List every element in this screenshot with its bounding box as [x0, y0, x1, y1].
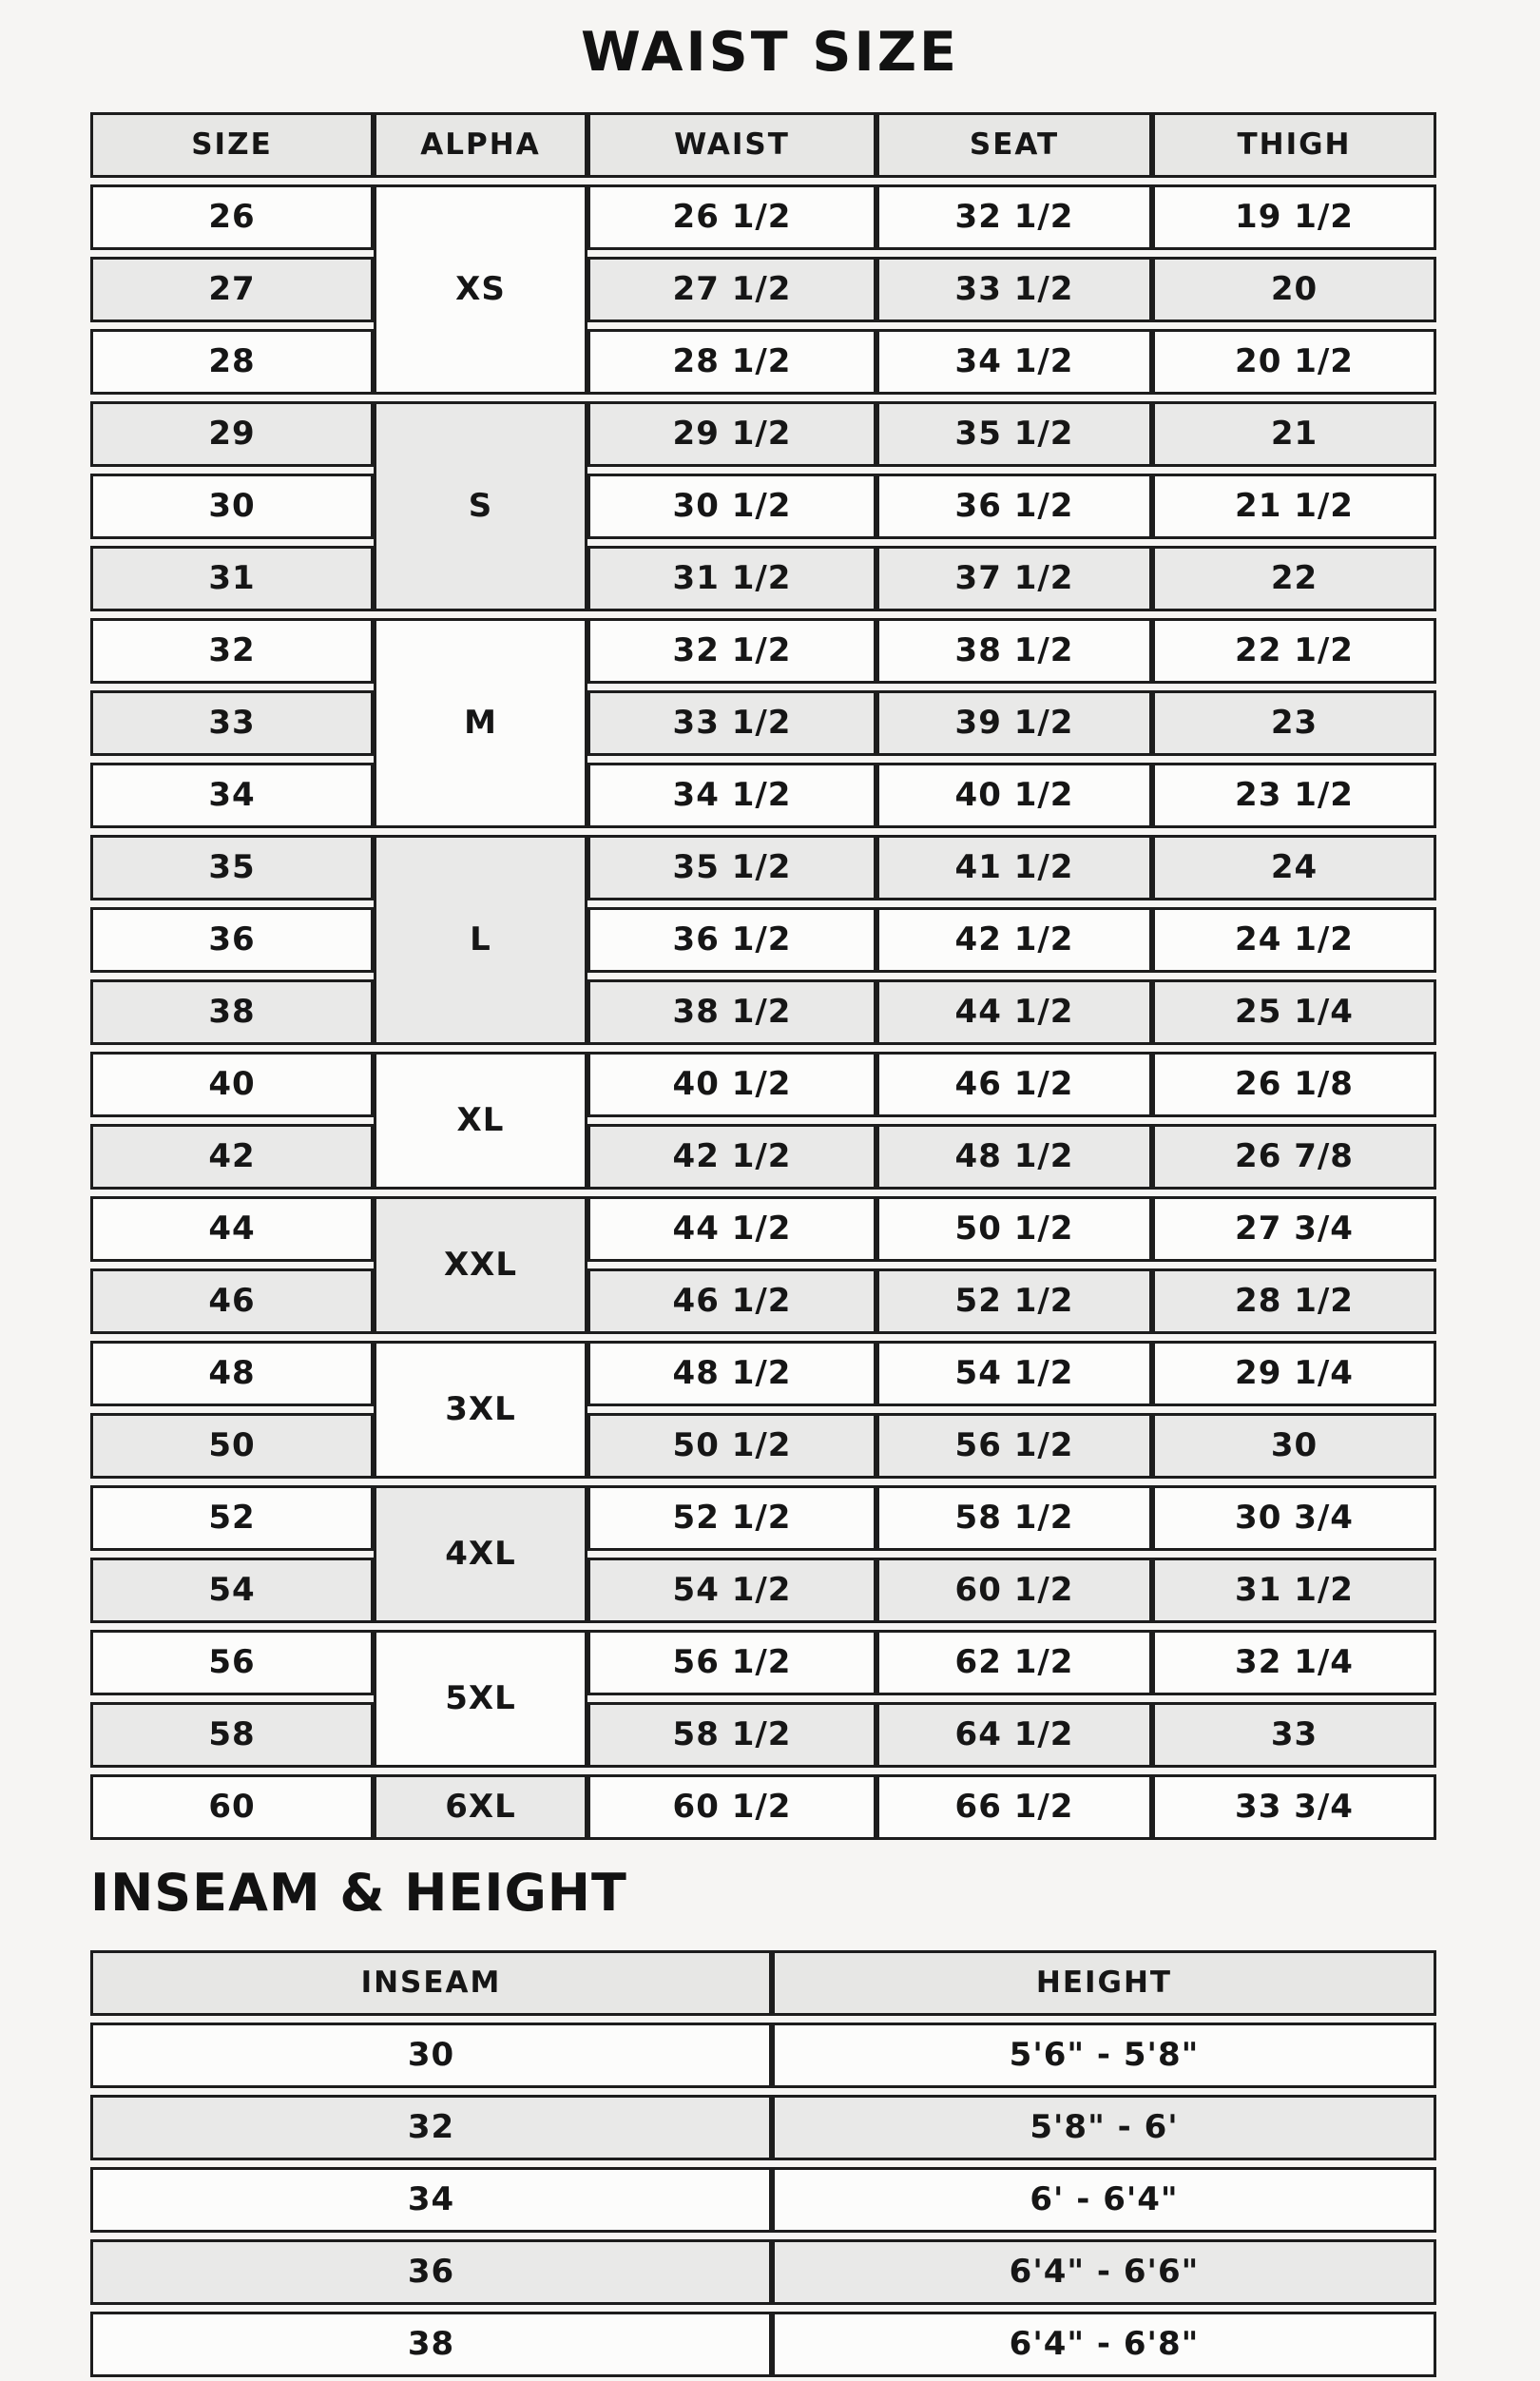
waist-table-row [90, 1124, 1436, 1190]
waist-table-row [90, 1558, 1436, 1623]
waist-cell: 31 1/2 [587, 546, 876, 611]
alpha-cell: L [374, 835, 587, 1045]
height-cell: 5'6" - 5'8" [772, 2023, 1436, 2088]
waist-table-row [90, 907, 1436, 973]
waist-cell: 48 1/2 [587, 1341, 876, 1406]
size-cell: 38 [90, 979, 374, 1045]
size-cell: 31 [90, 546, 374, 611]
seat-cell: 50 1/2 [876, 1196, 1152, 1262]
waist-cell: 50 1/2 [587, 1413, 876, 1479]
inseam-table-row [90, 2095, 1436, 2160]
alpha-cell: XS [374, 184, 587, 395]
waist-table-row [90, 1341, 1436, 1406]
thigh-cell: 30 [1152, 1413, 1436, 1479]
thigh-cell: 26 7/8 [1152, 1124, 1436, 1190]
alpha-cell: 5XL [374, 1630, 587, 1768]
size-cell: 40 [90, 1052, 374, 1117]
size-cell: 42 [90, 1124, 374, 1190]
thigh-cell: 22 [1152, 546, 1436, 611]
height-cell: 5'8" - 6' [772, 2095, 1436, 2160]
size-cell: 27 [90, 257, 374, 322]
size-cell: 30 [90, 474, 374, 539]
alpha-cell: M [374, 618, 587, 828]
seat-cell: 33 1/2 [876, 257, 1152, 322]
thigh-cell: 21 [1152, 401, 1436, 467]
size-cell: 44 [90, 1196, 374, 1262]
thigh-cell: 24 1/2 [1152, 907, 1436, 973]
seat-cell: 54 1/2 [876, 1341, 1152, 1406]
thigh-cell: 24 [1152, 835, 1436, 900]
waist-cell: 54 1/2 [587, 1558, 876, 1623]
alpha-cell: S [374, 401, 587, 611]
thigh-cell: 33 [1152, 1702, 1436, 1768]
alpha-cell: XXL [374, 1196, 587, 1334]
seat-cell: 48 1/2 [876, 1124, 1152, 1190]
waist-cell: 44 1/2 [587, 1196, 876, 1262]
waist-table-row [90, 979, 1436, 1045]
seat-cell: 32 1/2 [876, 184, 1152, 250]
seat-cell: 66 1/2 [876, 1774, 1152, 1840]
thigh-cell: 21 1/2 [1152, 474, 1436, 539]
inseam-cell: 30 [90, 2023, 772, 2088]
inseam-cell: 32 [90, 2095, 772, 2160]
thigh-cell: 19 1/2 [1152, 184, 1436, 250]
size-cell: 34 [90, 763, 374, 828]
waist-cell: 56 1/2 [587, 1630, 876, 1695]
waist-table-row [90, 1630, 1436, 1695]
height-cell: 6'4" - 6'6" [772, 2239, 1436, 2305]
inseam-table-row [90, 2312, 1436, 2377]
waist-table-header-row [90, 112, 1436, 178]
waist-cell: 58 1/2 [587, 1702, 876, 1768]
alpha-cell: 3XL [374, 1341, 587, 1479]
thigh-cell: 22 1/2 [1152, 618, 1436, 684]
alpha-cell: 4XL [374, 1485, 587, 1623]
alpha-cell: 6XL [374, 1774, 587, 1840]
waist-table-row [90, 1485, 1436, 1551]
thigh-cell: 29 1/4 [1152, 1341, 1436, 1406]
seat-cell: 60 1/2 [876, 1558, 1152, 1623]
waist-cell: 38 1/2 [587, 979, 876, 1045]
seat-cell: 35 1/2 [876, 401, 1152, 467]
inseam-table-row [90, 2167, 1436, 2233]
col-header-size: SIZE [90, 112, 374, 178]
waist-table-row [90, 618, 1436, 684]
size-cell: 28 [90, 329, 374, 395]
size-cell: 32 [90, 618, 374, 684]
waist-table-row [90, 1196, 1436, 1262]
thigh-cell: 28 1/2 [1152, 1268, 1436, 1334]
waist-cell: 52 1/2 [587, 1485, 876, 1551]
size-cell: 52 [90, 1485, 374, 1551]
waist-table-row [90, 835, 1436, 900]
thigh-cell: 23 [1152, 690, 1436, 756]
inseam-cell: 34 [90, 2167, 772, 2233]
col-header-height: HEIGHT [772, 1950, 1436, 2016]
waist-table-row [90, 690, 1436, 756]
inseam-table-row [90, 2239, 1436, 2305]
waist-cell: 42 1/2 [587, 1124, 876, 1190]
inseam-cell: 38 [90, 2312, 772, 2377]
waist-table-row [90, 184, 1436, 250]
seat-cell: 62 1/2 [876, 1630, 1152, 1695]
thigh-cell: 27 3/4 [1152, 1196, 1436, 1262]
thigh-cell: 30 3/4 [1152, 1485, 1436, 1551]
seat-cell: 36 1/2 [876, 474, 1152, 539]
waist-table-row [90, 257, 1436, 322]
thigh-cell: 32 1/4 [1152, 1630, 1436, 1695]
waist-table-row [90, 763, 1436, 828]
waist-table-row [90, 1413, 1436, 1479]
seat-cell: 41 1/2 [876, 835, 1152, 900]
size-cell: 33 [90, 690, 374, 756]
seat-cell: 40 1/2 [876, 763, 1152, 828]
size-cell: 36 [90, 907, 374, 973]
seat-cell: 44 1/2 [876, 979, 1152, 1045]
waist-size-table [90, 106, 1436, 1847]
seat-cell: 34 1/2 [876, 329, 1152, 395]
inseam-cell: 36 [90, 2239, 772, 2305]
seat-cell: 37 1/2 [876, 546, 1152, 611]
seat-cell: 64 1/2 [876, 1702, 1152, 1768]
thigh-cell: 26 1/8 [1152, 1052, 1436, 1117]
waist-cell: 26 1/2 [587, 184, 876, 250]
waist-cell: 29 1/2 [587, 401, 876, 467]
size-cell: 60 [90, 1774, 374, 1840]
waist-cell: 35 1/2 [587, 835, 876, 900]
inseam-height-table [90, 1944, 1436, 2381]
size-cell: 29 [90, 401, 374, 467]
waist-cell: 60 1/2 [587, 1774, 876, 1840]
waist-cell: 36 1/2 [587, 907, 876, 973]
col-header-seat: SEAT [876, 112, 1152, 178]
thigh-cell: 31 1/2 [1152, 1558, 1436, 1623]
waist-table-row [90, 329, 1436, 395]
inseam-table-header-row [90, 1950, 1436, 2016]
waist-table-row [90, 1774, 1436, 1840]
waist-cell: 28 1/2 [587, 329, 876, 395]
thigh-cell: 25 1/4 [1152, 979, 1436, 1045]
size-cell: 46 [90, 1268, 374, 1334]
col-header-thigh: THIGH [1152, 112, 1436, 178]
inseam-height-title: INSEAM & HEIGHT [90, 1862, 627, 1923]
size-cell: 48 [90, 1341, 374, 1406]
size-cell: 58 [90, 1702, 374, 1768]
size-cell: 50 [90, 1413, 374, 1479]
height-cell: 6'4" - 6'8" [772, 2312, 1436, 2377]
size-cell: 26 [90, 184, 374, 250]
waist-cell: 46 1/2 [587, 1268, 876, 1334]
waist-size-title: WAIST SIZE [581, 21, 959, 84]
seat-cell: 38 1/2 [876, 618, 1152, 684]
waist-table-row [90, 1268, 1436, 1334]
height-cell: 6' - 6'4" [772, 2167, 1436, 2233]
seat-cell: 52 1/2 [876, 1268, 1152, 1334]
waist-cell: 33 1/2 [587, 690, 876, 756]
seat-cell: 58 1/2 [876, 1485, 1152, 1551]
seat-cell: 46 1/2 [876, 1052, 1152, 1117]
size-cell: 54 [90, 1558, 374, 1623]
waist-cell: 40 1/2 [587, 1052, 876, 1117]
waist-cell: 34 1/2 [587, 763, 876, 828]
thigh-cell: 23 1/2 [1152, 763, 1436, 828]
size-cell: 56 [90, 1630, 374, 1695]
seat-cell: 39 1/2 [876, 690, 1152, 756]
thigh-cell: 20 [1152, 257, 1436, 322]
waist-table-row [90, 546, 1436, 611]
inseam-table-row [90, 2023, 1436, 2088]
waist-table-row [90, 1052, 1436, 1117]
waist-cell: 32 1/2 [587, 618, 876, 684]
waist-table-row [90, 474, 1436, 539]
seat-cell: 56 1/2 [876, 1413, 1152, 1479]
col-header-alpha: ALPHA [374, 112, 587, 178]
waist-cell: 27 1/2 [587, 257, 876, 322]
thigh-cell: 20 1/2 [1152, 329, 1436, 395]
col-header-inseam: INSEAM [90, 1950, 772, 2016]
alpha-cell: XL [374, 1052, 587, 1190]
waist-table-row [90, 401, 1436, 467]
waist-cell: 30 1/2 [587, 474, 876, 539]
size-cell: 35 [90, 835, 374, 900]
thigh-cell: 33 3/4 [1152, 1774, 1436, 1840]
waist-table-row [90, 1702, 1436, 1768]
seat-cell: 42 1/2 [876, 907, 1152, 973]
col-header-waist: WAIST [587, 112, 876, 178]
